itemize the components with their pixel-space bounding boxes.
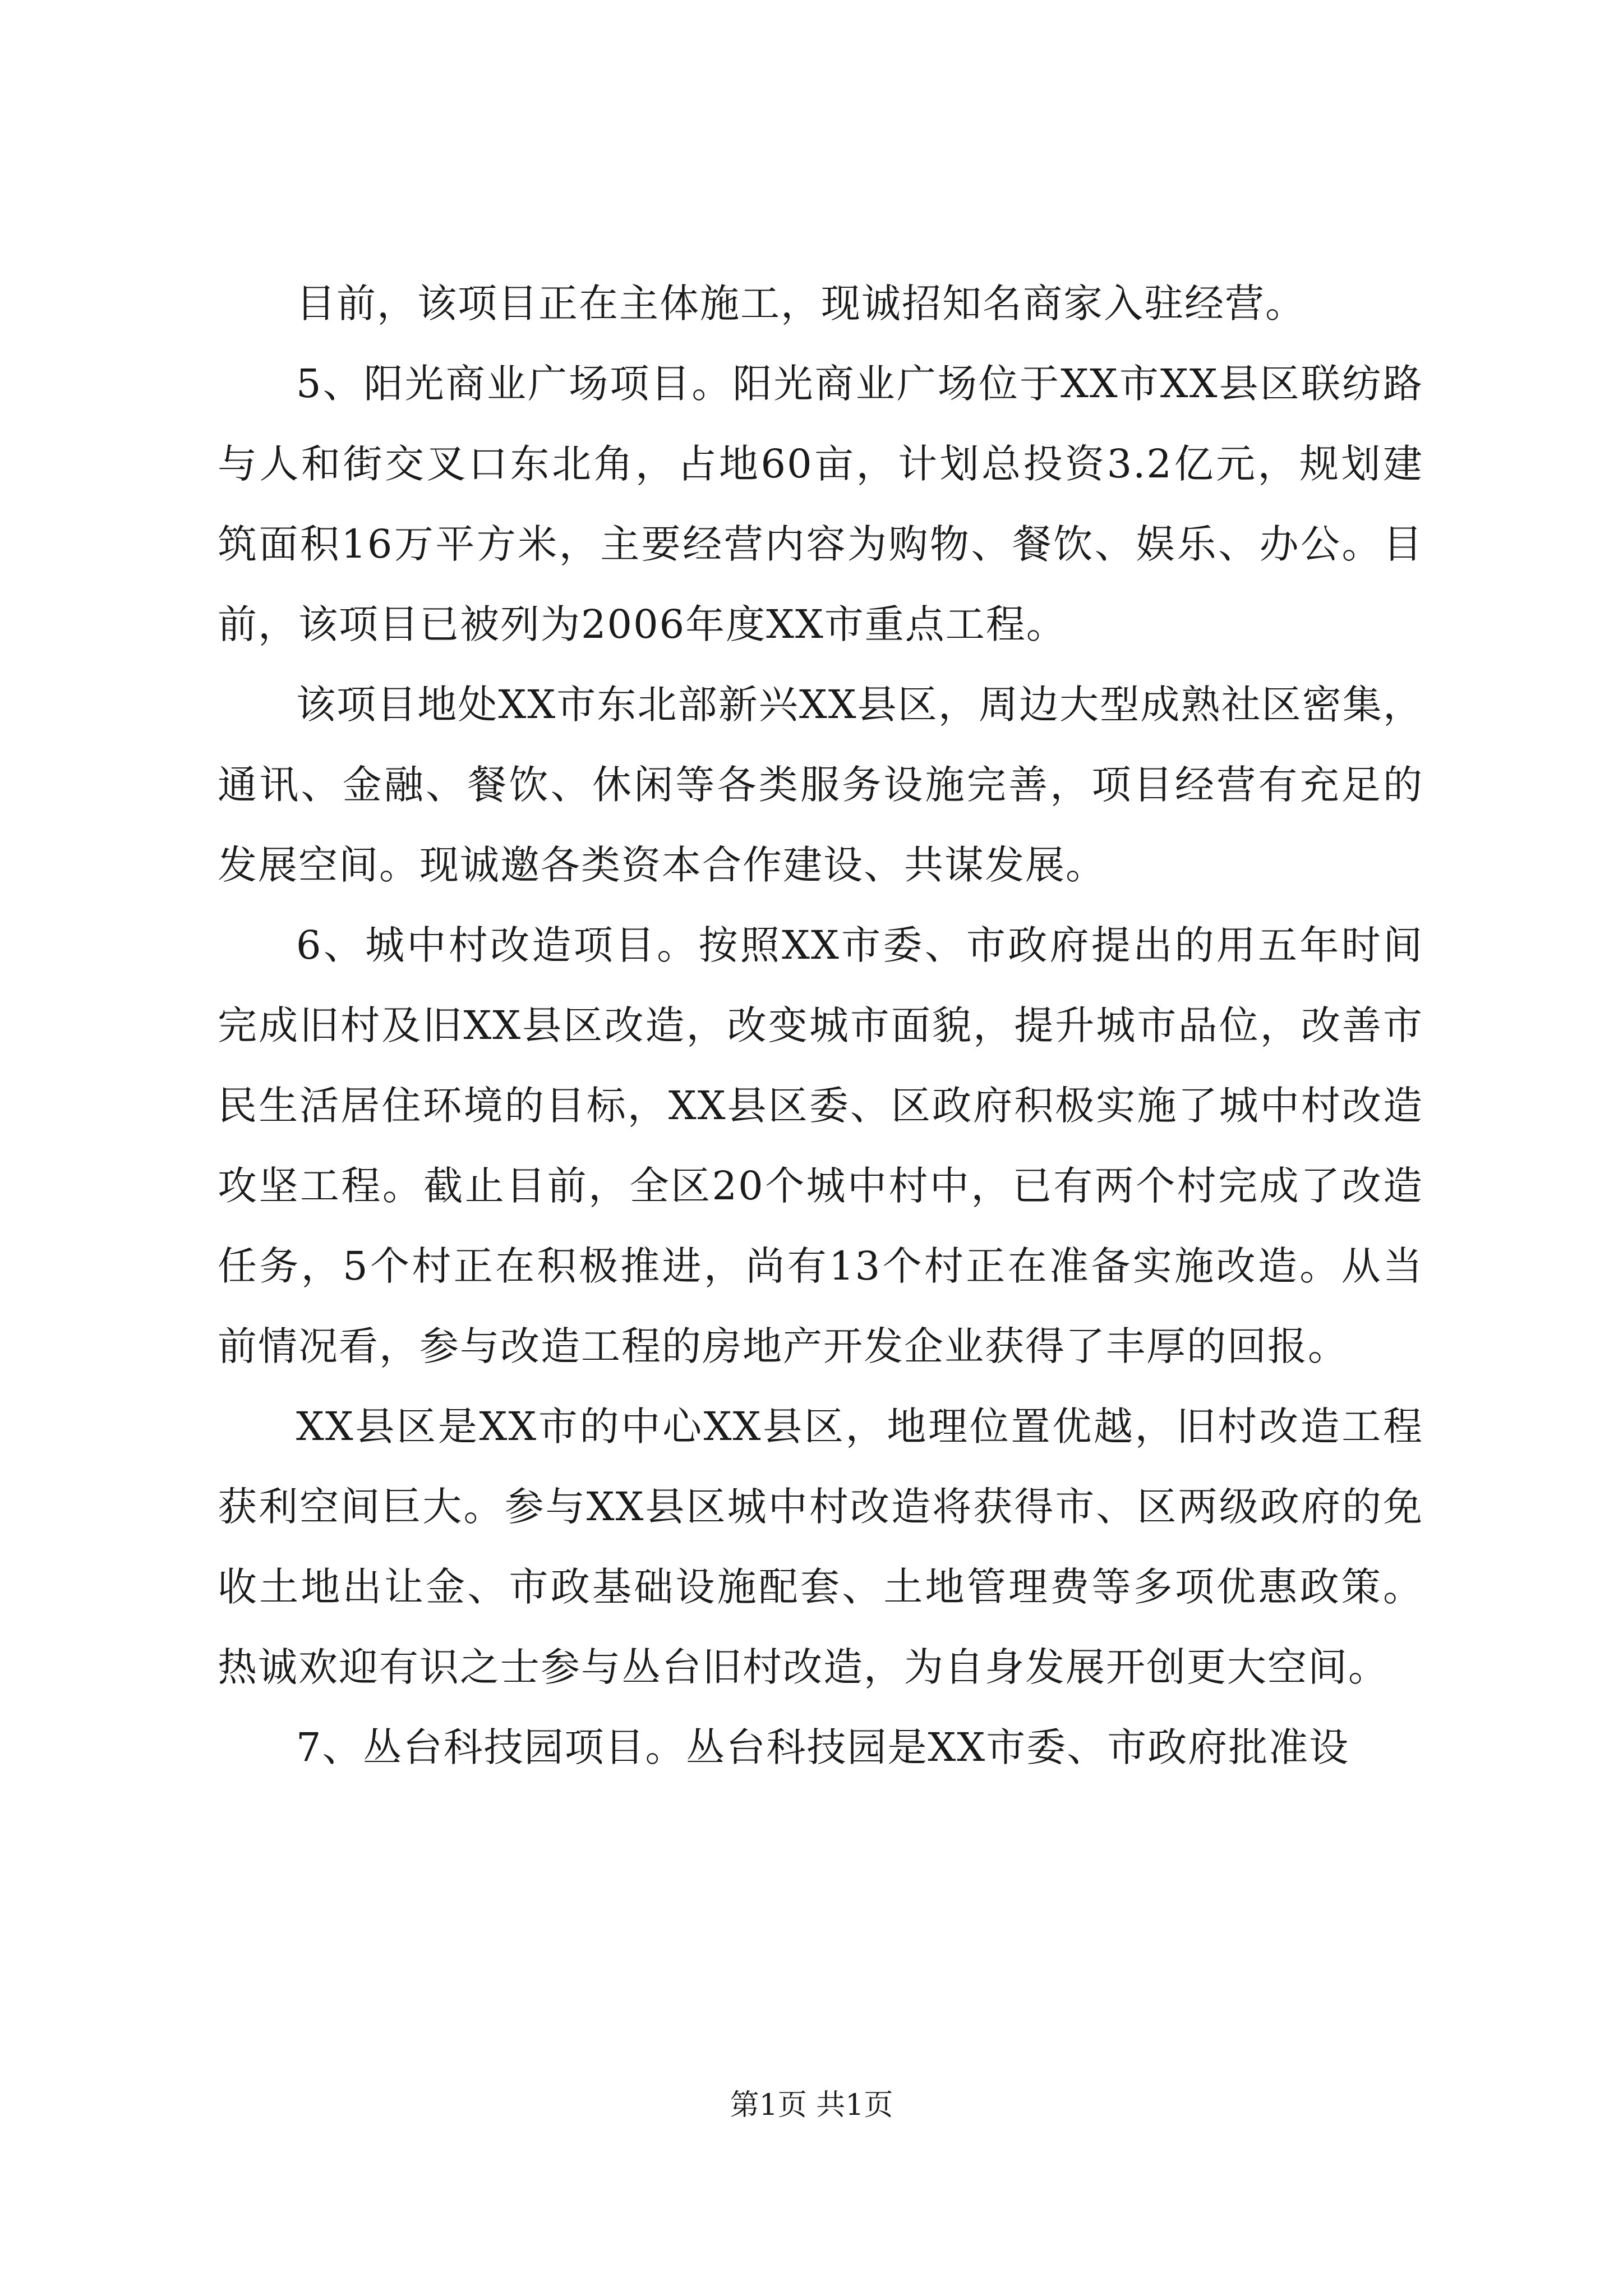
paragraph-2: 5、阳光商业广场项目。阳光商业广场位于XX市XX县区联纺路与人和街交叉口东北角，占地60亩，计划总投资3.2亿元，规划建筑面积16万平方米，主要经营内容为购物、餐饮、娱乐、办公。目前，该项目已被列为2006年度XX市重点工程。: [218, 361, 1423, 647]
paragraph-3: 该项目地处XX市东北部新兴XX县区，周边大型成熟社区密集，通讯、金融、餐饮、休闲等各类服务设施完善，项目经营有充足的发展空间。现诚邀各类资本合作建设、共谋发展。: [218, 682, 1423, 888]
document-body: [218, 264, 1423, 1788]
page-footer: 第1页 共1页: [730, 2088, 893, 2122]
paragraph-6: 7、丛台科技园项目。丛台科技园是XX市委、市政府批准设: [296, 1724, 1350, 1770]
paragraph-4: 6、城中村改造项目。按照XX市委、市政府提出的用五年时间完成旧村及旧XX县区改造，改变城市面貌，提升城市品位，改善市民生活居住环境的目标，XX县区委、区政府积极实施了城中村改造攻坚工程。截止目前，全区20个城中村中，已有两个村完成了改造任务，5个村正在积极推进，尚有13个村正在准备实施改造。从当前情况看，参与改造工程的房地产开发企业获得了丰厚的回报。: [218, 922, 1423, 1369]
paragraph-1: 目前，该项目正在主体施工，现诚招知名商家入驻经营。: [296, 280, 1306, 326]
paragraph-5: XX县区是XX市的中心XX县区，地理位置优越，旧村改造工程获利空间巨大。参与XX县区城中村改造将获得市、区两级政府的免收土地出让金、市政基础设施配套、土地管理费等多项优惠政策。热诚欢迎有识之士参与丛台旧村改造，为自身发展开创更大空间。: [218, 1404, 1423, 1690]
